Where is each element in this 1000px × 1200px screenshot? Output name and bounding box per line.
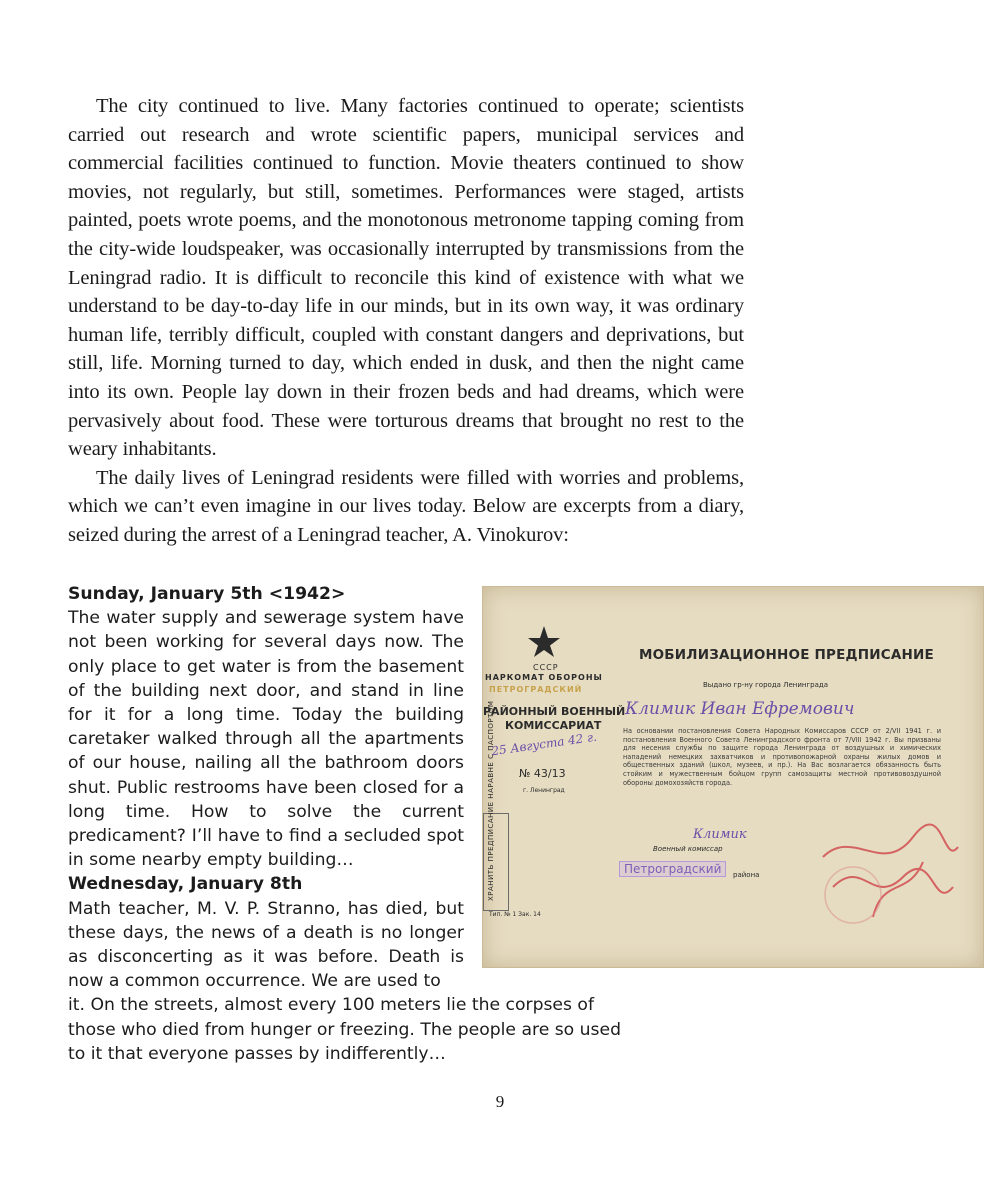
intro-paragraph-1: The city continued to live. Many factories continued to operate; scientists carried out research and wrote scientific papers, municipal services and commercial facilities continued to function. Movie theaters continued to show movies, not regularly, but still, sometimes. Performances were staged, artists painted, poets wrote poems, and the monotonous metronome tapping coming from the city-wide loudspeaker, was occasionally interrupted by transmissions from the Leningrad radio. It is difficult to reconcile this kind of existence with what we understand to be day-to-day life in our minds, but in its own way, it was ordinary human life, terribly difficult, coupled with constant dangers and deprivations, but still, life. Morning turned to day, which ended in dusk, and then the night came into its own. People lay down in their frozen beds and had dreams, which were pervasively about food. These were torturous dreams that brought no rest to the weary inhabitants. xyxy=(68,95,744,461)
page-number: 9 xyxy=(495,1092,505,1111)
komissariat-label: КОМИССАРИАТ xyxy=(505,719,602,732)
document-title: МОБИЛИЗАЦИОННОЕ ПРЕДПИСАНИЕ xyxy=(639,647,934,663)
diary-entry-2-heading: Wednesday, January 8th xyxy=(68,874,303,895)
raion-label: РАЙОННЫЙ ВОЕННЫЙ xyxy=(483,705,626,718)
ussr-label: СССР xyxy=(533,663,559,672)
handwritten-signature: Климик xyxy=(693,827,747,842)
side-label: ХРАНИТЬ ПРЕДПИСАНИЕ НАРАВНЕ С ПАСПОРТОМ xyxy=(487,700,495,901)
print-code: Тип. № 1 Зак. 14 xyxy=(489,911,541,918)
mobilization-order-photo xyxy=(482,586,984,968)
intro-text xyxy=(68,92,744,550)
document-body: На основании постановления Совета Народных Комиссаров СССР от 2/VII 1941 г. и постановления Военного Совета Ленинградского фронта от 7/VIII 1942 г. Вы призваны для несения службы по защите города Ленинграда от воздушных и химических нападений немецких захватчиков и противопожарной охраны жилых домов и общественных зданий (школ, музеев, и пр.). На Вас возлагается обязанность быть стойким и мужественным бойцом групп самозащиты местной противовоздушной обороны домохозяйств города. xyxy=(623,727,941,787)
city-label: г. Ленинград xyxy=(523,787,565,794)
handwritten-name: Климик Иван Ефремович xyxy=(625,699,855,719)
soviet-star-icon xyxy=(527,625,561,659)
diary-entry-2-text-part1: Math teacher, M. V. P. Stranno, has died, but these days, the news of a death is no longer as disconcerting as it was before. Death is now a common occurrence. We are used to xyxy=(68,898,464,992)
district-stamp-label: ПЕТРОГРАДСКИЙ xyxy=(489,685,583,694)
raion-suffix-label: района xyxy=(733,871,760,879)
diary-entry-2-text-part2: it. On the streets, almost every 100 meters lie the corpses of those who died from hunger or freezing. The people are so used to it that everyone passes by indifferently… xyxy=(68,995,621,1064)
narkomat-label: НАРКОМАТ ОБОРОНЫ xyxy=(485,673,603,682)
intro-paragraph-2: The daily lives of Leningrad residents were filled with worries and problems, which we can’t even imagine in our lives today. Below are excerpts from a diary, seized during the arrest of a Leningrad teacher, A. Vinokurov: xyxy=(68,466,744,546)
issued-to-label: Выдано гр-ну города Ленинграда xyxy=(703,681,828,689)
diary-entry-1-heading: Sunday, January 5th <1942> xyxy=(68,584,346,604)
district-stamp: Петроградский xyxy=(619,861,726,877)
diary-entry-1-text: The water supply and sewerage system have not been working for several days now. The only place to get water is from the basement of the building next door, and stand in line for it for a long time. Today the building caretaker walked through all the apartments of our house, nailing all the bathroom doors shut. Public restrooms have been closed for a long time. How to solve the current predicament? I’ll have to find a secluded spot in some nearby empty building… xyxy=(68,608,464,871)
handwritten-date: 25 Августа 42 г. xyxy=(490,729,598,759)
red-signature-scribble xyxy=(813,817,963,927)
order-number: № 43/13 xyxy=(519,767,566,780)
commissar-label: Военный комиссар xyxy=(653,845,723,853)
